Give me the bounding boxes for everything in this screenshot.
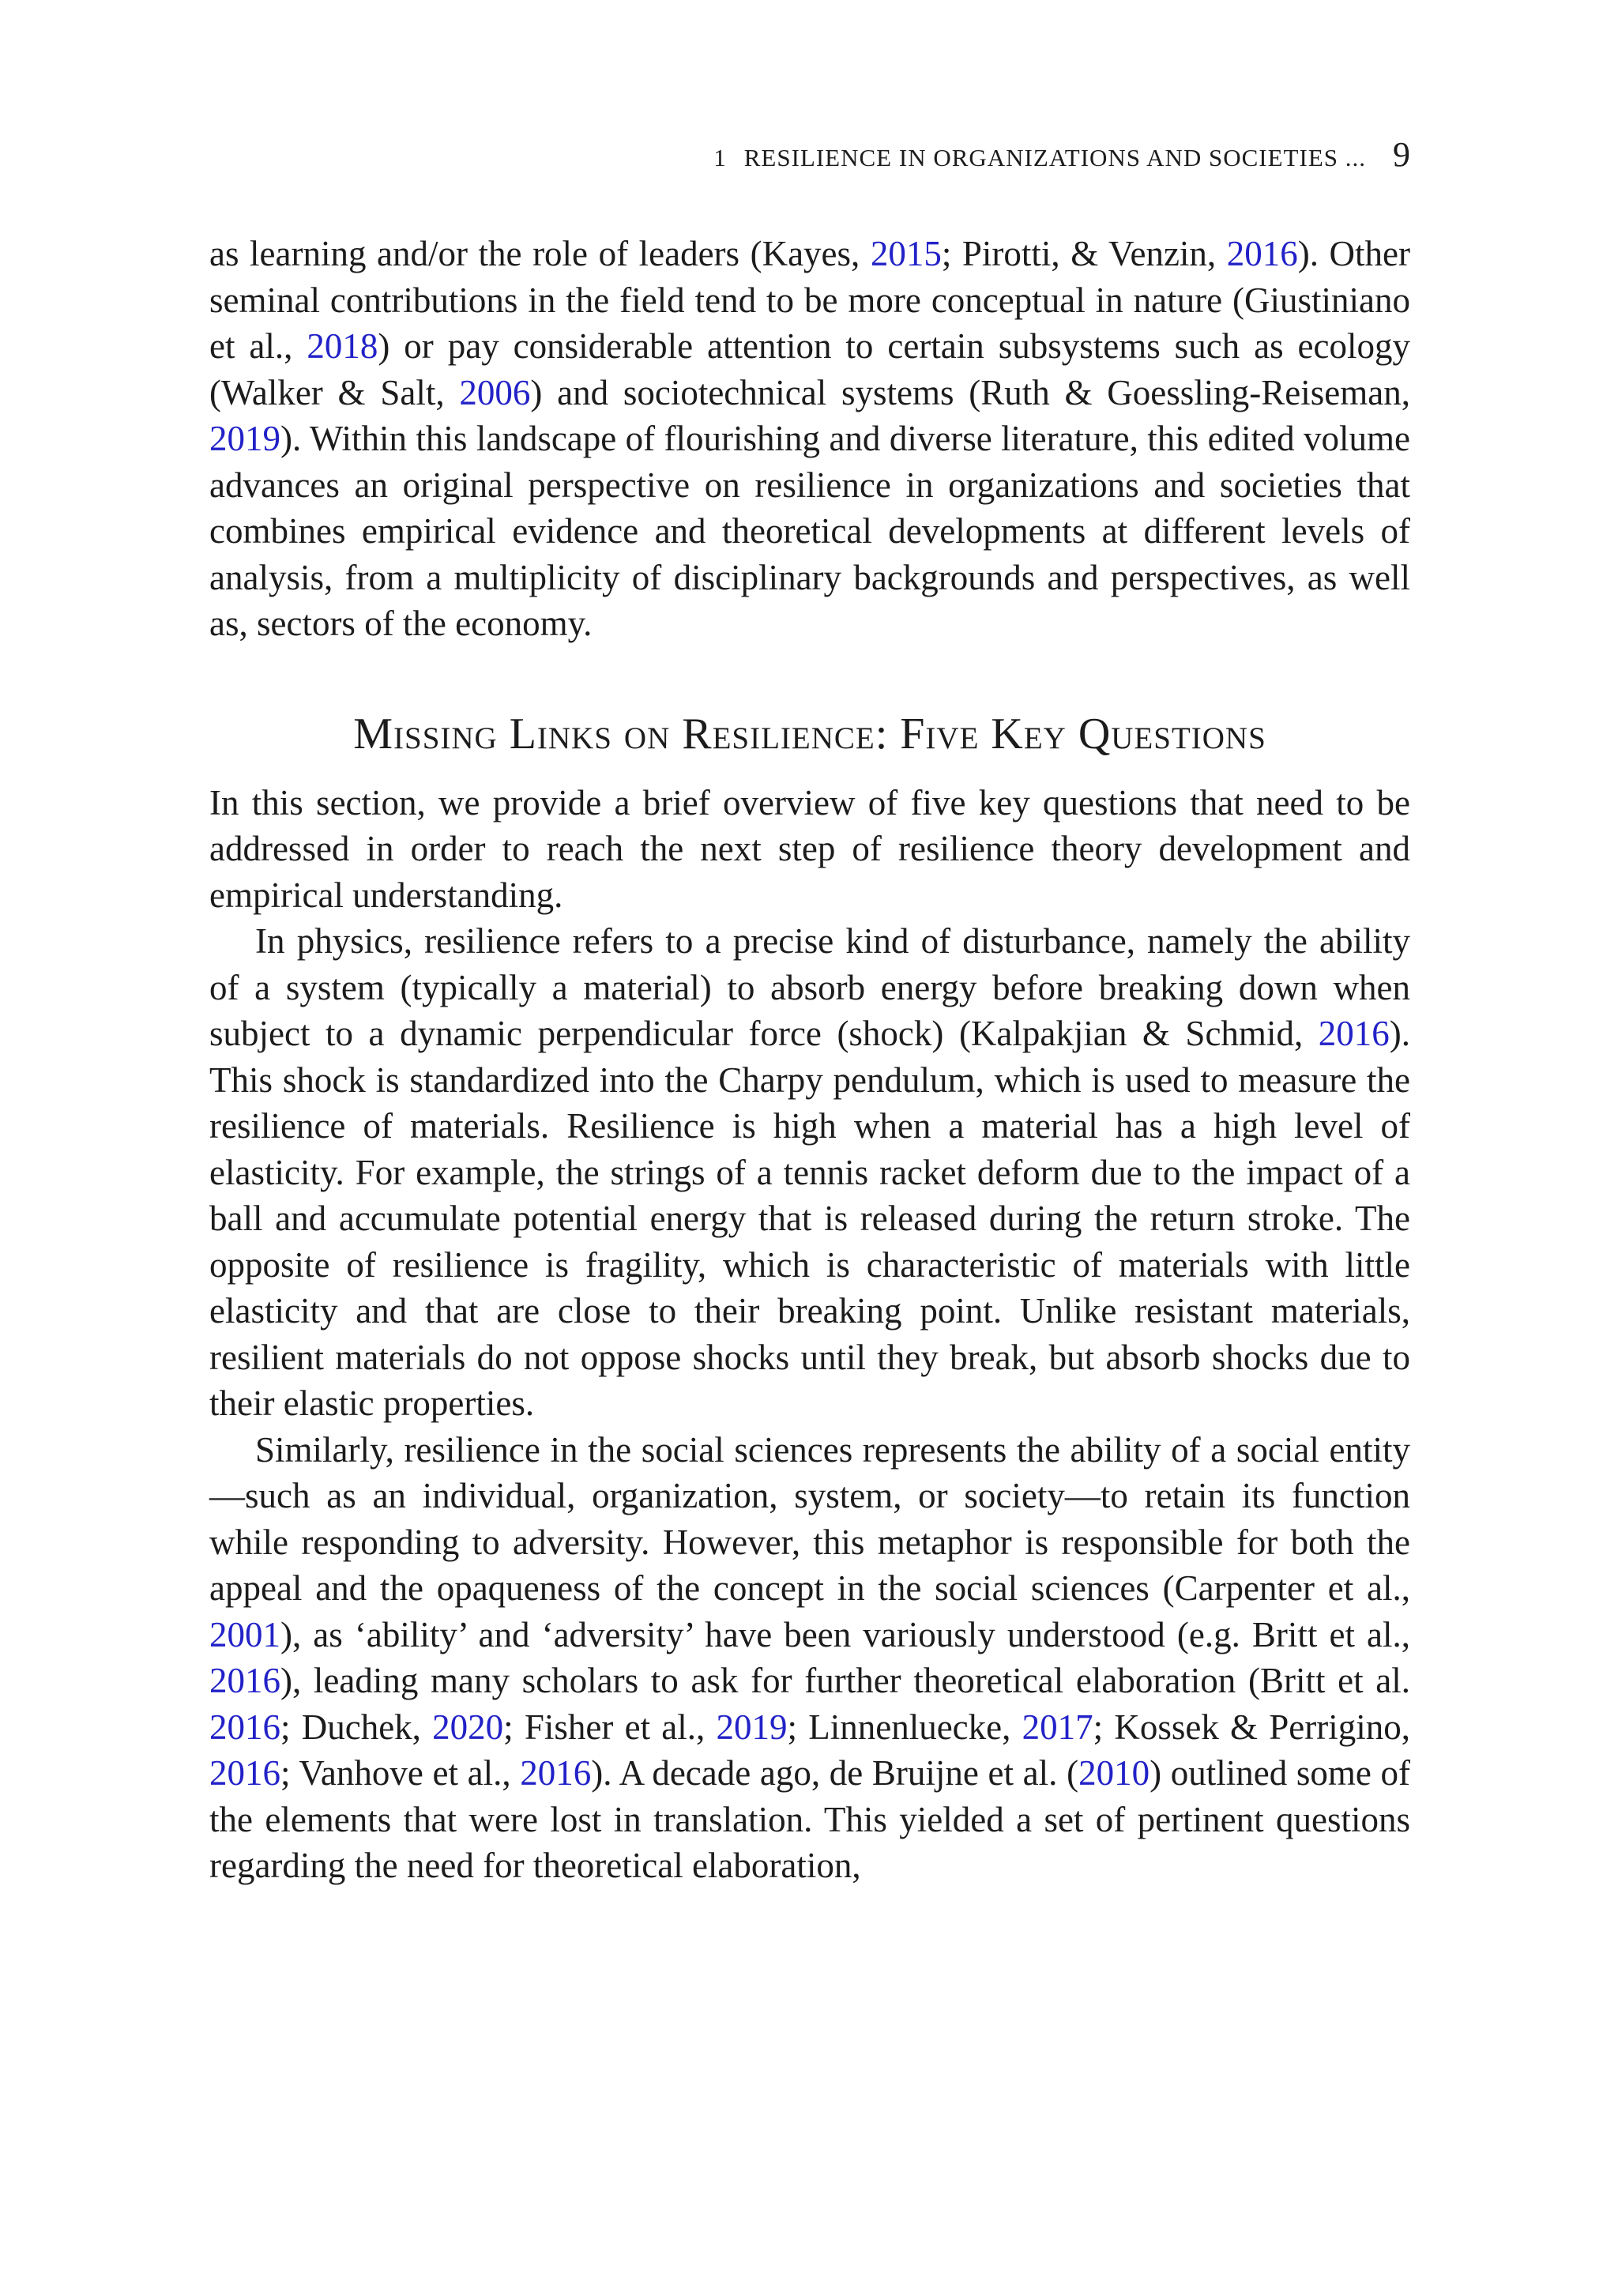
text-run: ) outlined some of the elements that were lost in translation. This yielded a set of pertinent questions regarding the need for theoretical elaboration,: [209, 1753, 1410, 1885]
citation-link[interactable]: 2006: [459, 372, 531, 412]
citation-link[interactable]: 2016: [520, 1753, 592, 1793]
paragraph-social-sciences: [209, 1427, 1410, 1889]
chapter-number: 1: [713, 144, 727, 171]
paragraph-physics: [209, 918, 1410, 1427]
citation-link[interactable]: 2017: [1022, 1707, 1093, 1747]
citation-link[interactable]: 2016: [1226, 234, 1298, 273]
page-number: 9: [1393, 135, 1410, 174]
text-run: ). A decade ago, de Bruijne et al. (: [591, 1753, 1079, 1793]
text-run: ), as ‘ability’ and ‘adversity’ have been variously understood (e.g. Britt et al.,: [280, 1614, 1410, 1654]
citation-link[interactable]: 2016: [209, 1707, 280, 1747]
text-run: ; Vanhove et al.,: [280, 1753, 521, 1793]
text-run: ; Linnenluecke,: [787, 1707, 1022, 1747]
paragraph-intro: In this section, we provide a brief overview of five key questions that need to be addressed in order to reach the next step of resilience theory development and empirical understanding.: [209, 782, 1410, 915]
citation-link[interactable]: 2018: [307, 326, 378, 366]
text-run: Similarly, resilience in the social sciences represents the ability of a social entity—such as an individual, organization, system, or society—to retain its function while responding to adversity. However, this metaphor is responsible for both the appeal and the opaqueness of the concept in the social sciences (Carpenter et al.,: [209, 1429, 1410, 1608]
text-run: ; Fisher et al.,: [503, 1707, 717, 1747]
body-text: [209, 231, 1410, 1889]
text-run: ). Within this landscape of flourishing and diverse literature, this edited volume advances an original perspective on resilience in organizations and societies that combines empirical evidence and theoretical developments at different levels of analysis, from a multiplicity of disciplinary backgrounds and perspectives, as well as, sectors of the economy.: [209, 419, 1410, 643]
text-run: ) or pay considerable attention to certain subsystems such as ecology (Walker & Salt,: [209, 326, 1411, 412]
citation-link[interactable]: 2016: [209, 1661, 280, 1700]
citation-link[interactable]: 2019: [209, 419, 280, 458]
citation-link[interactable]: 2020: [432, 1707, 504, 1747]
text-run: ; Duchek,: [280, 1707, 433, 1747]
citation-link[interactable]: 2019: [716, 1707, 788, 1747]
running-head: [209, 134, 1410, 175]
citation-link[interactable]: 2016: [209, 1753, 280, 1793]
text-run: ) and sociotechnical systems (Ruth & Goessling-Reiseman,: [530, 372, 1410, 412]
text-run: ). This shock is standardized into the Charpy pendulum, which is used to measure the resilience of materials. Resilience is high when a material has a high level of elasticity. For example, the strings of a tennis racket deform due to the impact of a ball and accumulate potential energy that is released during the return stroke. The opposite of resilience is fragility, which is characteristic of materials with little elasticity and that are close to their breaking point. Unlike resistant materials, resilient materials do not oppose shocks until they break, but absorb shocks due to their elastic properties.: [209, 1014, 1410, 1423]
citation-link[interactable]: 2016: [1318, 1014, 1390, 1053]
citation-link[interactable]: 2010: [1078, 1753, 1150, 1793]
text-run: ; Kossek & Perrigino,: [1093, 1707, 1411, 1747]
text-run: ). Other seminal contributions in the field tend to be more conceptual in nature (Giustiniano et al.,: [209, 234, 1410, 366]
text-run: ), leading many scholars to ask for further theoretical elaboration (Britt et al.: [280, 1661, 1410, 1700]
citation-link[interactable]: 2015: [870, 234, 942, 273]
paragraph-continued: [209, 231, 1410, 647]
text-run: In physics, resilience refers to a precise kind of disturbance, namely the ability of a system (typically a material) to absorb energy before breaking down when subject to a dynamic perpendicular force (shock) (Kalpakjian & Schmid,: [209, 921, 1410, 1053]
text-run: as learning and/or the role of leaders (Kayes,: [209, 234, 871, 273]
text-run: ; Pirotti, & Venzin,: [941, 234, 1227, 273]
section-heading: Missing Links on Resilience: Five Key Questions: [353, 709, 1266, 758]
chapter-title: RESILIENCE IN ORGANIZATIONS AND SOCIETIES ...: [743, 144, 1366, 171]
citation-link[interactable]: 2001: [209, 1614, 280, 1654]
